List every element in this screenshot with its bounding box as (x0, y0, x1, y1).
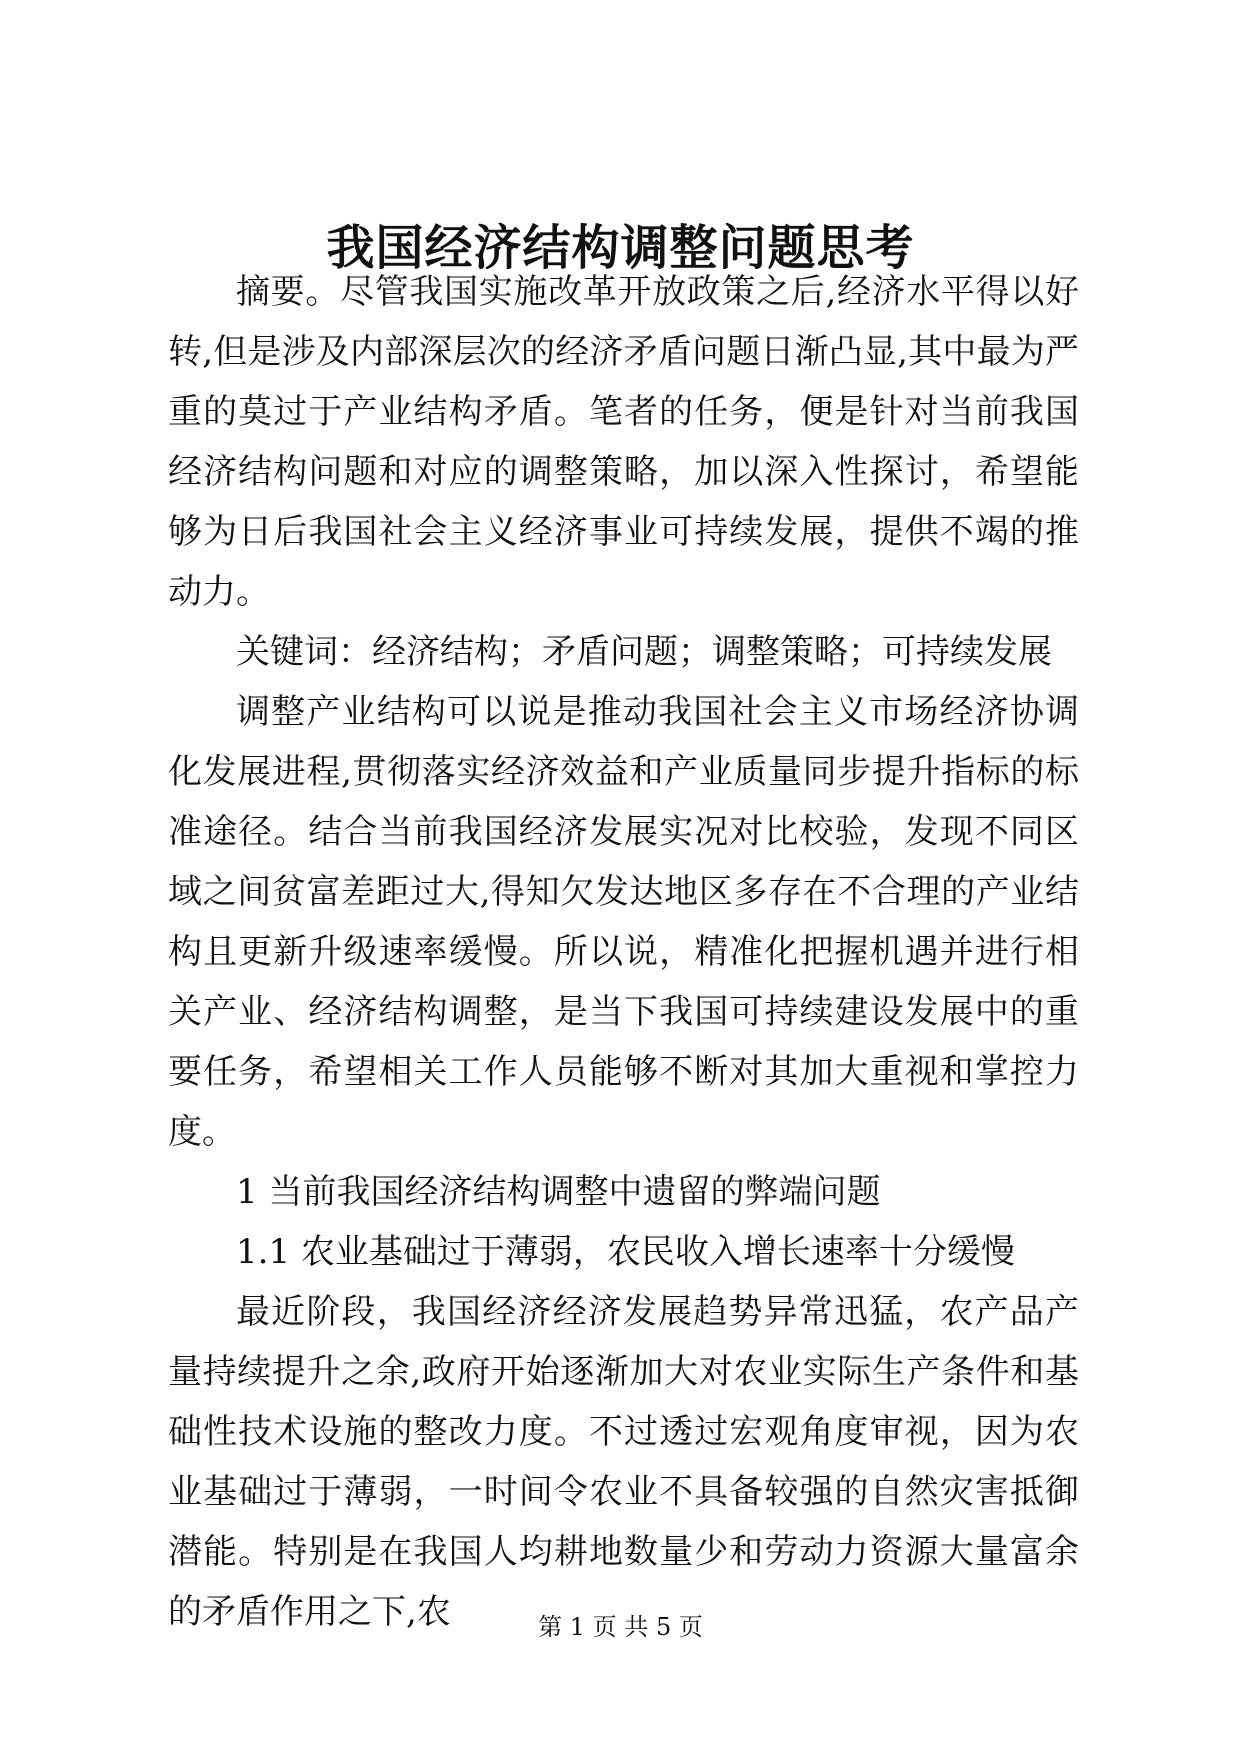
intro-paragraph: 调整产业结构可以说是推动我国社会主义市场经济协调化发展进程,贯彻落实经济效益和产业质量同步提升指标的标准途径。结合当前我国经济发展实况对比校验，发现不同区域之间贫富差距过大,得知欠发达地区多存在不合理的产业结构且更新升级速率缓慢。所以说，精准化把握机遇并进行相关产业、经济结构调整，是当下我国可持续建设发展中的重要任务，希望相关工作人员能够不断对其加大重视和掌控力度。 (168, 692, 1079, 1152)
document-body (168, 262, 1079, 1642)
subsection-heading: 1.1 农业基础过于薄弱，农民收入增长速率十分缓慢 (236, 1232, 1015, 1272)
body-paragraph: 最近阶段，我国经济经济发展趋势异常迅猛，农产品产量持续提升之余,政府开始逐渐加大对农业实际生产条件和基础性技术设施的整改力度。不过透过宏观角度审视，因为农业基础过于薄弱，一时间令农业不具备较强的自然灾害抵御潜能。特别是在我国人均耕地数量少和劳动力资源大量富余的矛盾作用之下,农 (168, 1292, 1079, 1632)
page-number: 第 1 页 共 5 页 (538, 1613, 703, 1641)
section-heading: 1 当前我国经济结构调整中遗留的弊端问题 (236, 1172, 881, 1212)
abstract-paragraph: 摘要。尽管我国实施改革开放政策之后,经济水平得以好转,但是涉及内部深层次的经济矛盾问题日渐凸显,其中最为严重的莫过于产业结构矛盾。笔者的任务，便是针对当前我国经济结构问题和对应的调整策略，加以深入性探讨，希望能够为日后我国社会主义经济事业可持续发展，提供不竭的推动力。 (168, 272, 1079, 612)
document-title: 我国经济结构调整问题思考 (326, 220, 915, 276)
keywords-paragraph: 关键词：经济结构；矛盾问题；调整策略；可持续发展 (236, 632, 1052, 672)
